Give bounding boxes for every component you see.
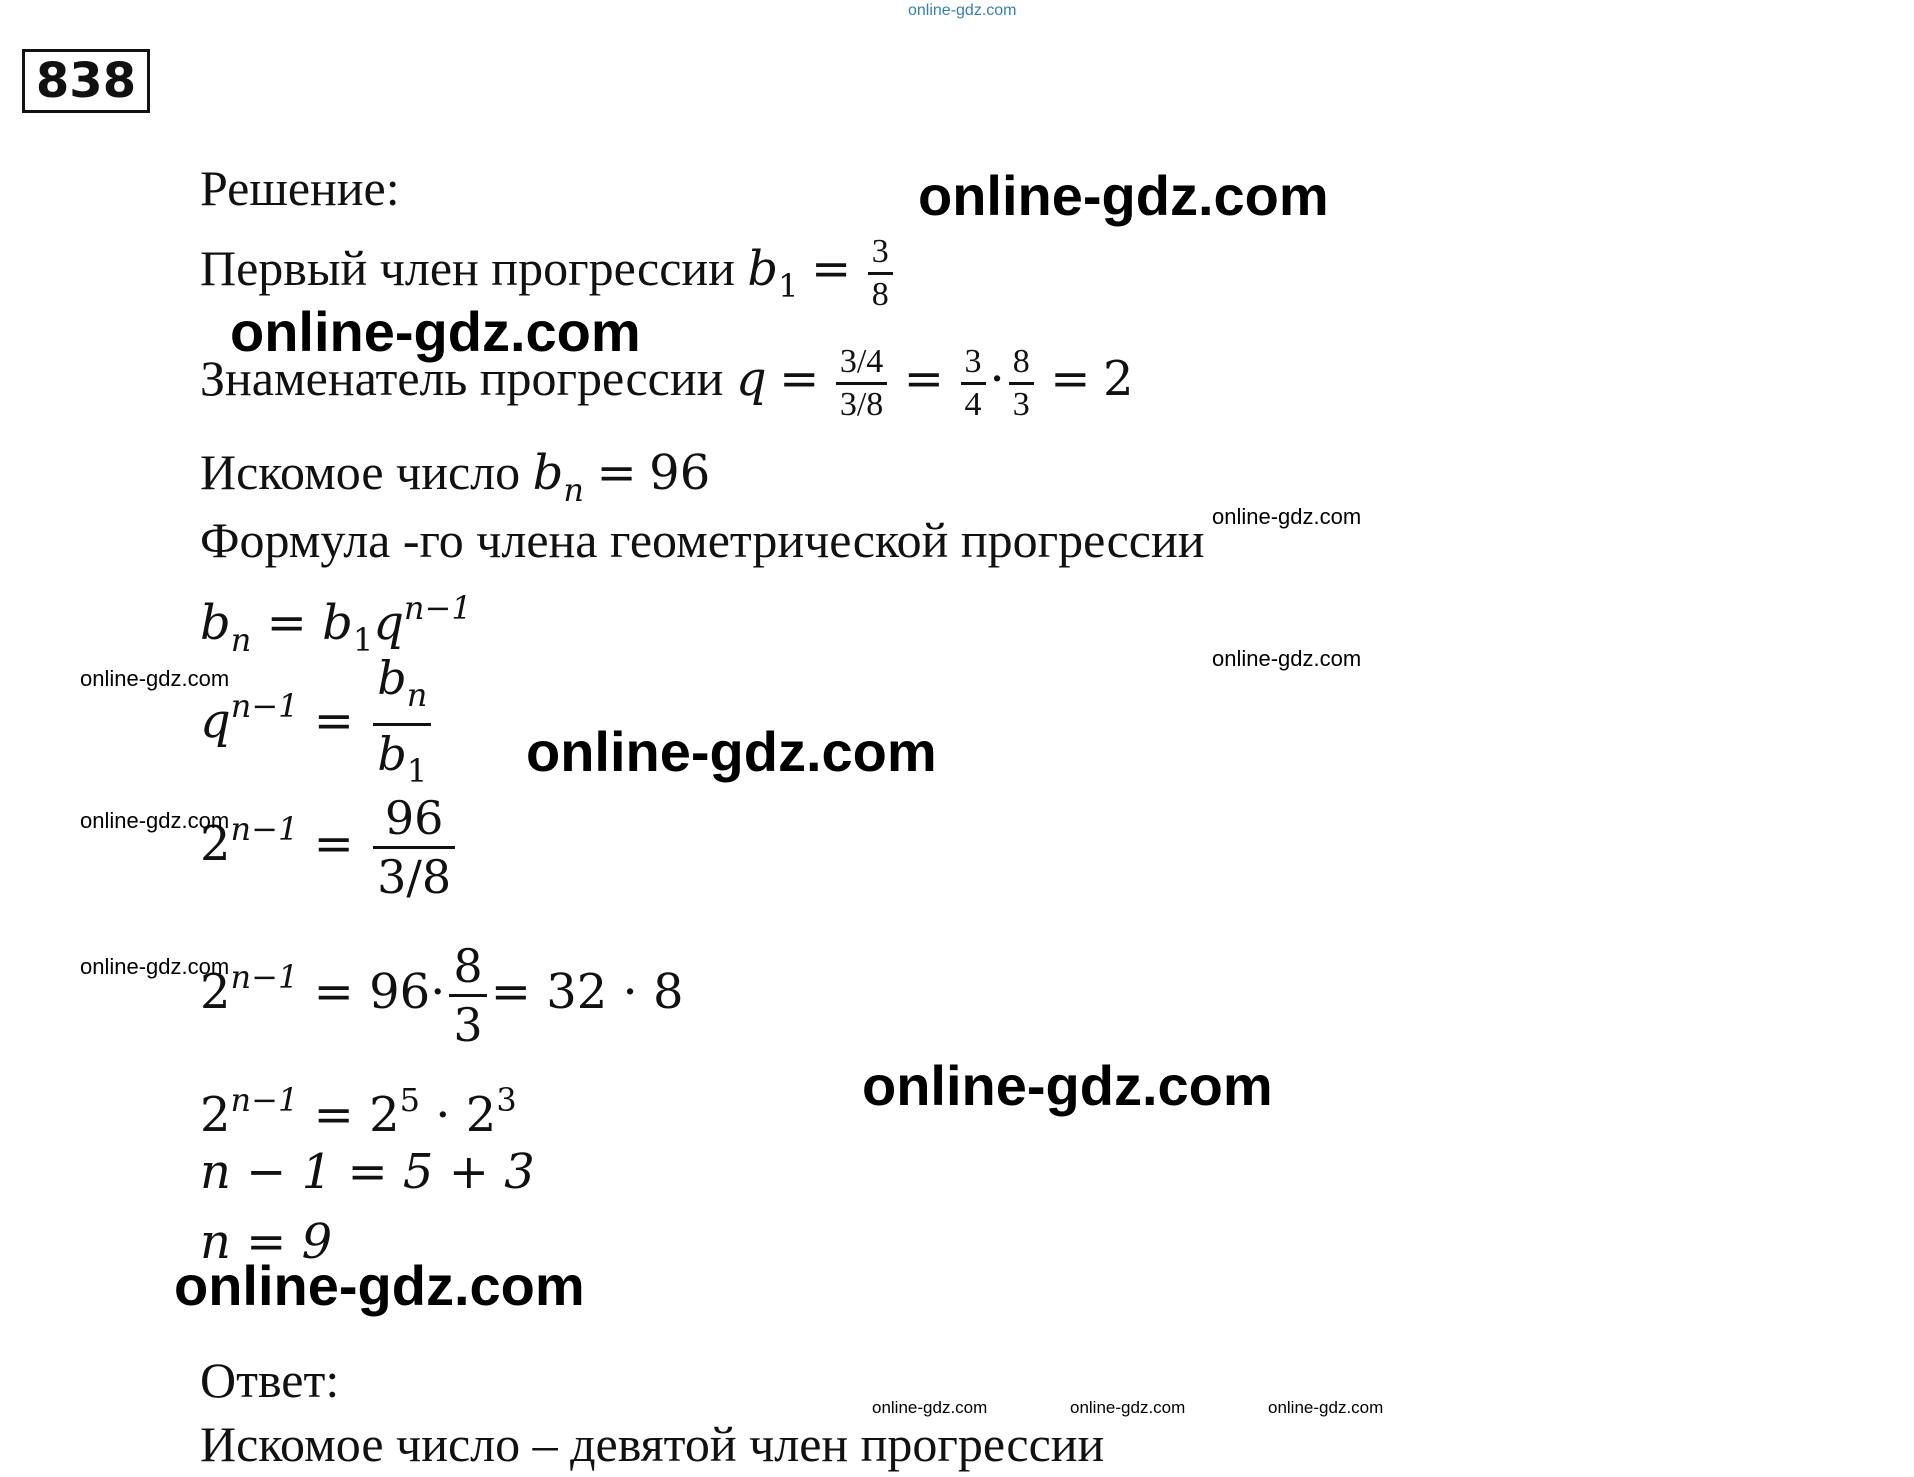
watermark-big-1: online-gdz.com	[918, 164, 1329, 227]
watermark-tiny-3: online-gdz.com	[1268, 1398, 1384, 1417]
step-4: $2^{n-1} = 2^5 \cdot 2^3$	[200, 1081, 517, 1143]
answer-text: Искомое число – девятой член прогрессии	[200, 1416, 1105, 1472]
formula-label: Формула -го члена геометрической прогрессии	[200, 512, 1205, 568]
watermark-tiny-2: online-gdz.com	[1070, 1398, 1186, 1417]
step-3-fraction: $\frac{8}{3}$	[449, 938, 486, 1053]
step-2: $2^{n-1}$ = $\frac{96}{3/8}$	[200, 790, 459, 905]
ratio-label: Знаменатель прогрессии	[200, 349, 724, 406]
step-2-fraction: $\frac{96}{3/8}$	[373, 790, 455, 905]
sought-label: Искомое число	[200, 444, 521, 500]
first-term-sub: 1	[778, 266, 799, 305]
solution-heading: Решение:	[200, 160, 400, 216]
first-term-line: Первый член прогрессии $b_1$ = $\frac{3}{8}$	[200, 232, 897, 316]
first-term-label: Первый член прогрессии	[200, 239, 735, 296]
sought-value: 96	[649, 445, 711, 501]
step-3: $2^{n-1} = 96\cdot$ $\frac{8}{3}$ = 32 · 8	[200, 939, 684, 1052]
formula-line: $b_n = b_1q^{n-1}$	[200, 589, 472, 659]
watermark-small-1: online-gdz.com	[1212, 504, 1362, 529]
watermark-big-3: online-gdz.com	[526, 720, 937, 783]
first-term-fraction: $\frac{3}{8}$	[868, 232, 893, 315]
ratio-var: q	[735, 350, 767, 407]
sought-sub: n	[563, 471, 584, 509]
watermark-big-5: online-gdz.com	[174, 1254, 585, 1317]
watermark-small-2: online-gdz.com	[1212, 646, 1362, 671]
watermark-small-5: online-gdz.com	[80, 954, 230, 979]
answer-heading: Ответ:	[200, 1352, 340, 1408]
ratio-result: 2	[1103, 350, 1134, 407]
sought-var: b	[532, 445, 564, 501]
ratio-line: Знаменатель прогрессии q = $\frac{3/4}{3/8}$ = $\frac{3}{4}$ · $\frac{8}{3}$ = 2	[200, 343, 1134, 423]
watermark-small-4: online-gdz.com	[80, 808, 230, 833]
step-6: n = 9	[200, 1214, 333, 1270]
watermark-top: online-gdz.com	[908, 2, 1017, 19]
first-term-var: b	[747, 240, 779, 297]
problem-number: 838	[22, 49, 150, 113]
watermark-small-3: online-gdz.com	[80, 666, 230, 691]
ratio-fraction-1: $\frac{3/4}{3/8}$	[836, 342, 887, 425]
watermark-big-2: online-gdz.com	[230, 300, 641, 363]
watermark-big-4: online-gdz.com	[862, 1054, 1273, 1117]
step-5: n − 1 = 5 + 3	[200, 1144, 535, 1200]
ratio-fraction-3: $\frac{8}{3}$	[1009, 342, 1034, 425]
sought-line: Искомое число $b_n = 96$	[200, 444, 711, 509]
step-1-fraction: $\frac{b_n}{b_1}$	[373, 650, 431, 799]
ratio-fraction-2: $\frac{3}{4}$	[961, 342, 986, 425]
watermark-tiny-1: online-gdz.com	[872, 1398, 988, 1417]
step-1: $q^{n-1}$ = $\frac{b_n}{b_1}$	[200, 650, 435, 799]
